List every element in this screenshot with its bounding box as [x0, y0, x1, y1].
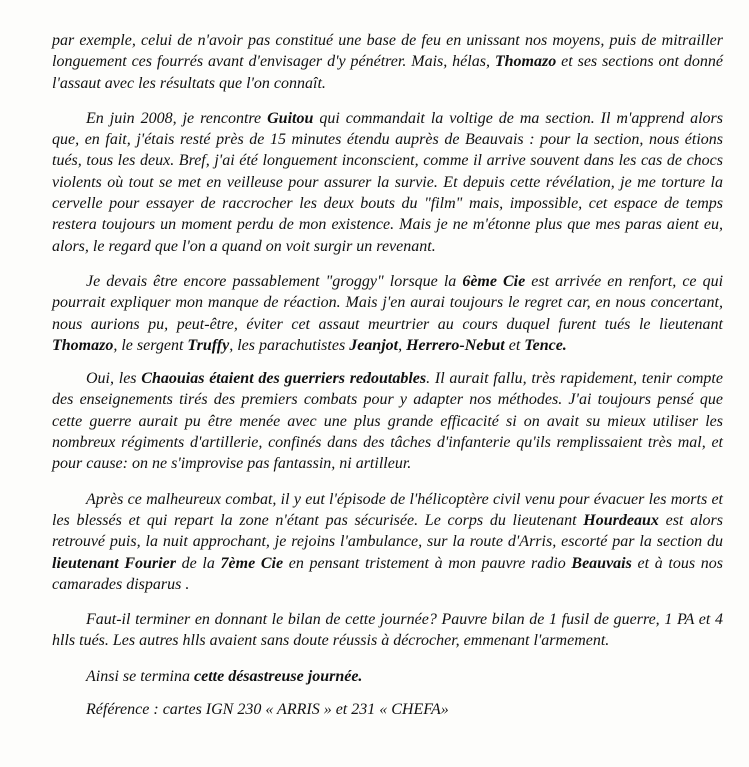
- unit-6eme-cie: 6ème Cie: [462, 272, 526, 290]
- name-hourdeaux: Hourdeaux: [583, 511, 659, 529]
- paragraph-text: par exemple, celui de n'avoir pas constitué une base de feu en unissant nos moyens, puis de mitrailler longuement ces fourrés avant d'envisager d'y pénétrer. Mais, hélas,: [52, 32, 723, 71]
- name-guitou: Guitou: [267, 109, 314, 127]
- paragraph-2: [52, 108, 723, 257]
- paragraph-text: et: [504, 336, 525, 354]
- paragraph-6: [52, 609, 723, 652]
- paragraph-text: , les parachutistes: [229, 336, 350, 354]
- name-tence: Tence.: [524, 336, 567, 354]
- paragraph-text: Je devais être encore passablement "groggy" lorsque la: [86, 272, 463, 290]
- reference-text: Référence : cartes IGN 230 « ARRIS » et 231 « CHEFA»: [86, 701, 449, 719]
- emphasis-desastreuse-journee: cette désastreuse journée.: [194, 667, 363, 685]
- name-herrero-nebut: Herrero-Nebut: [406, 336, 505, 354]
- name-truffy: Truffy: [187, 336, 230, 354]
- unit-7eme-cie: 7ème Cie: [220, 554, 284, 572]
- name-beauvais: Beauvais: [571, 554, 632, 572]
- paragraph-text: et à tous nos camarades disparus .: [52, 554, 724, 593]
- reference-line: [52, 699, 723, 720]
- paragraph-4: [52, 368, 723, 474]
- emphasis-chaouias: Chaouias étaient des guerriers redoutables: [141, 370, 427, 388]
- paragraph-text: En juin 2008, je rencontre: [86, 109, 268, 127]
- name-thomazo: Thomazo: [494, 53, 557, 71]
- paragraph-1: [52, 30, 723, 94]
- paragraph-text: est alors retrouvé puis, la nuit approchant, je rejoins l'ambulance, sur la route d'Arris, escorté par la section du: [52, 511, 724, 551]
- name-lieutenant-fourier: lieutenant Fourier: [52, 554, 176, 572]
- paragraph-3: [52, 271, 723, 356]
- name-jeanjot: Jeanjot: [349, 336, 399, 354]
- paragraph-text: Après ce malheureux combat, il y eut l'épisode de l'hélicoptère civil venu pour évacuer les morts et les blessés et qui repart la zone n'étant pas sécurisée. Le corps du lieutenant: [52, 490, 723, 529]
- name-thomazo: Thomazo: [52, 336, 114, 354]
- paragraph-text: et ses sections ont donné l'assaut avec les résultats que l'on connaît.: [52, 53, 724, 92]
- paragraph-text: Faut-il terminer en donnant le bilan de cette journée? Pauvre bilan de 1 fusil de guerre, 1 PA et 4 hlls tués. Les autres hlls avaient sans doute réussis à décrocher, emmenant l'armement.: [52, 611, 723, 650]
- paragraph-text: est arrivée en renfort, ce qui pourrait expliquer mon manque de réaction. Mais j'en aurai toujours le regret car, en nous concertant, nous aurions pu, peut-être, éviter cet assaut meurtrier au cours duquel furent tués le lieutenant: [52, 272, 724, 333]
- paragraph-text: qui commandait la voltige de ma section. Il m'apprend alors que, en fait, j'étais resté près de 15 minutes étendu auprès de Beauvais : pour la section, nous étions tués, tous les deux. Bref, j'ai été longuement inconscient, comme il arrive souvent dans les cas de chocs violents où tout se met en veilleuse pour assurer la survie. Et depuis cette révélation, je me torture la cervelle pour essayer de raccrocher les deux bouts du "film" mais, impossible, cet espace de temps restera toujours un moment perdu de mon existence. Mais je ne m'étonne plus que mes paras aient eu, alors, le regard que l'on a quand on voit surgir un revenant.: [52, 109, 724, 255]
- paragraph-text: de la: [175, 554, 221, 572]
- paragraph-text: Ainsi se termina: [86, 667, 194, 685]
- paragraph-text: . Il aurait fallu, très rapidement, tenir compte des enseignements tirés des premiers combats pour y adapter nos méthodes. J'ai toujours pensé que cette guerre aurait pu être menée avec une plus grande efficacité si on avait su mieux utiliser les nombreux régiments d'artillerie, confinés dans des tâches d'infanterie qu'ils remplissaient très mal, et pour cause: on ne s'improvise pas fantassin, ni artilleur.: [52, 370, 723, 473]
- paragraph-5: [52, 489, 723, 595]
- paragraph-text: , le sergent: [113, 336, 188, 354]
- paragraph-text: Oui, les: [86, 370, 142, 388]
- paragraph-text: en pensant tristement à mon pauvre radio: [283, 554, 572, 572]
- paragraph-7: [52, 666, 723, 687]
- paragraph-text: ,: [398, 336, 407, 354]
